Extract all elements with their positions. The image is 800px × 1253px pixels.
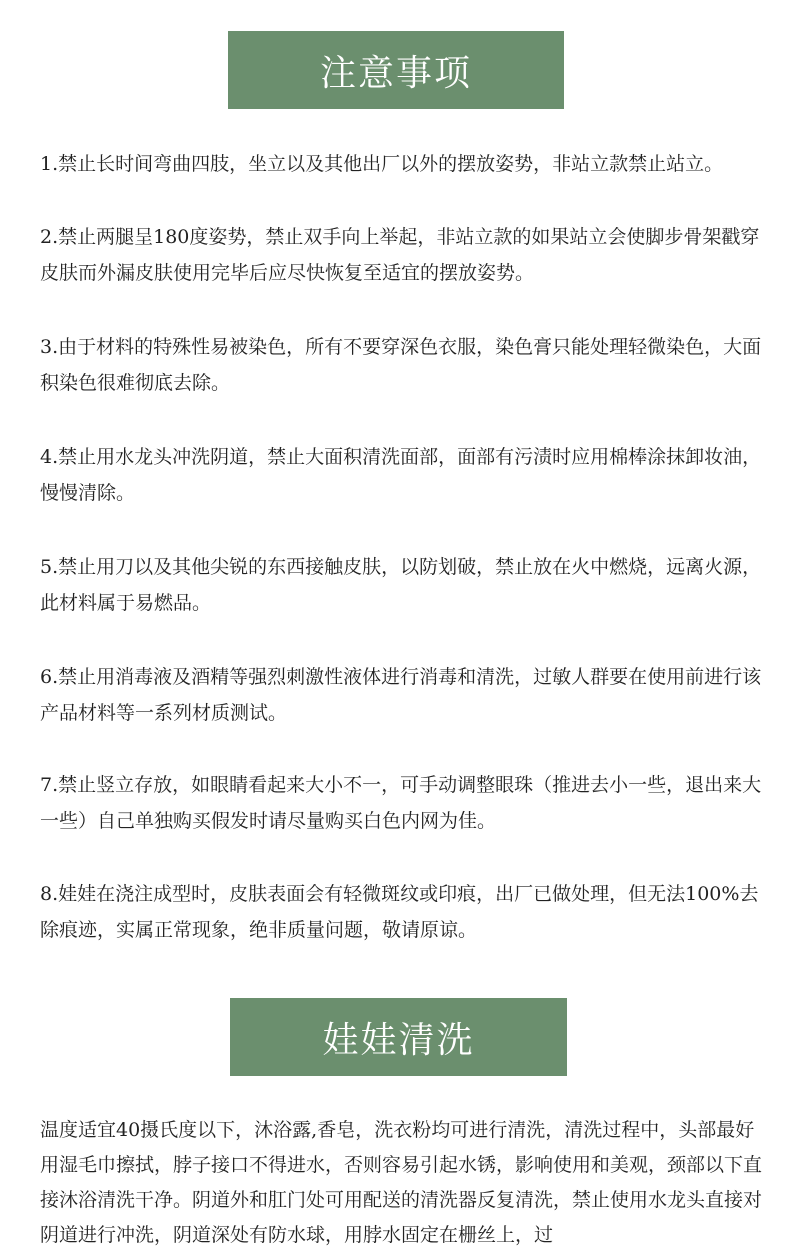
- precaution-item-8: 8.娃娃在浇注成型时，皮肤表面会有轻微斑纹或印痕，出厂已做处理，但无法100%去除痕迹，实属正常现象，绝非质量问题，敬请原谅。: [40, 883, 759, 941]
- precaution-item-1: 1.禁止长时间弯曲四肢，坐立以及其他出厂以外的摆放姿势，非站立款禁止站立。: [40, 153, 724, 175]
- precaution-item-6: 6.禁止用消毒液及酒精等强烈刺激性液体进行消毒和清洗，过敏人群要在使用前进行该产品材料等一系列材质测试。: [40, 666, 762, 724]
- washing-instructions: 温度适宜40摄氏度以下，沐浴露,香皂，洗衣粉均可进行清洗，清洗过程中，头部最好用湿毛巾擦拭，脖子接口不得进水，否则容易引起水锈，影响使用和美观，颈部以下直接沐浴清洗干净。阴道外和肛门处可用配送的清洗器反复清洗，禁止使用水龙头直接对阴道进行冲洗，阴道深处有防水球，用脖水固定在栅丝上，过: [40, 1119, 763, 1246]
- precaution-item-3: 3.由于材料的特殊性易被染色，所有不要穿深色衣服，染色膏只能处理轻微染色，大面积染色很难彻底去除。: [40, 336, 762, 394]
- precaution-item-4: 4.禁止用水龙头冲洗阴道，禁止大面积清洗面部，面部有污渍时应用棉棒涂抹卸妆油，慢慢清除。: [40, 446, 762, 504]
- precaution-item-7: 7.禁止竖立存放，如眼睛看起来大小不一，可手动调整眼珠（推进去小一些，退出来大一些）自己单独购买假发时请尽量购买白色内网为佳。: [40, 774, 762, 832]
- precaution-item-5: 5.禁止用刀以及其他尖锐的东西接触皮肤，以防划破，禁止放在火中燃烧，远离火源，此材料属于易燃品。: [40, 556, 762, 614]
- precaution-item-2: 2.禁止两腿呈180度姿势，禁止双手向上举起，非站立款的如果站立会使脚步骨架戳穿皮肤而外漏皮肤使用完毕后应尽快恢复至适宜的摆放姿势。: [40, 226, 760, 284]
- section-title-washing: 娃娃清洗: [230, 998, 567, 1076]
- section-title-precautions: 注意事项: [228, 31, 564, 109]
